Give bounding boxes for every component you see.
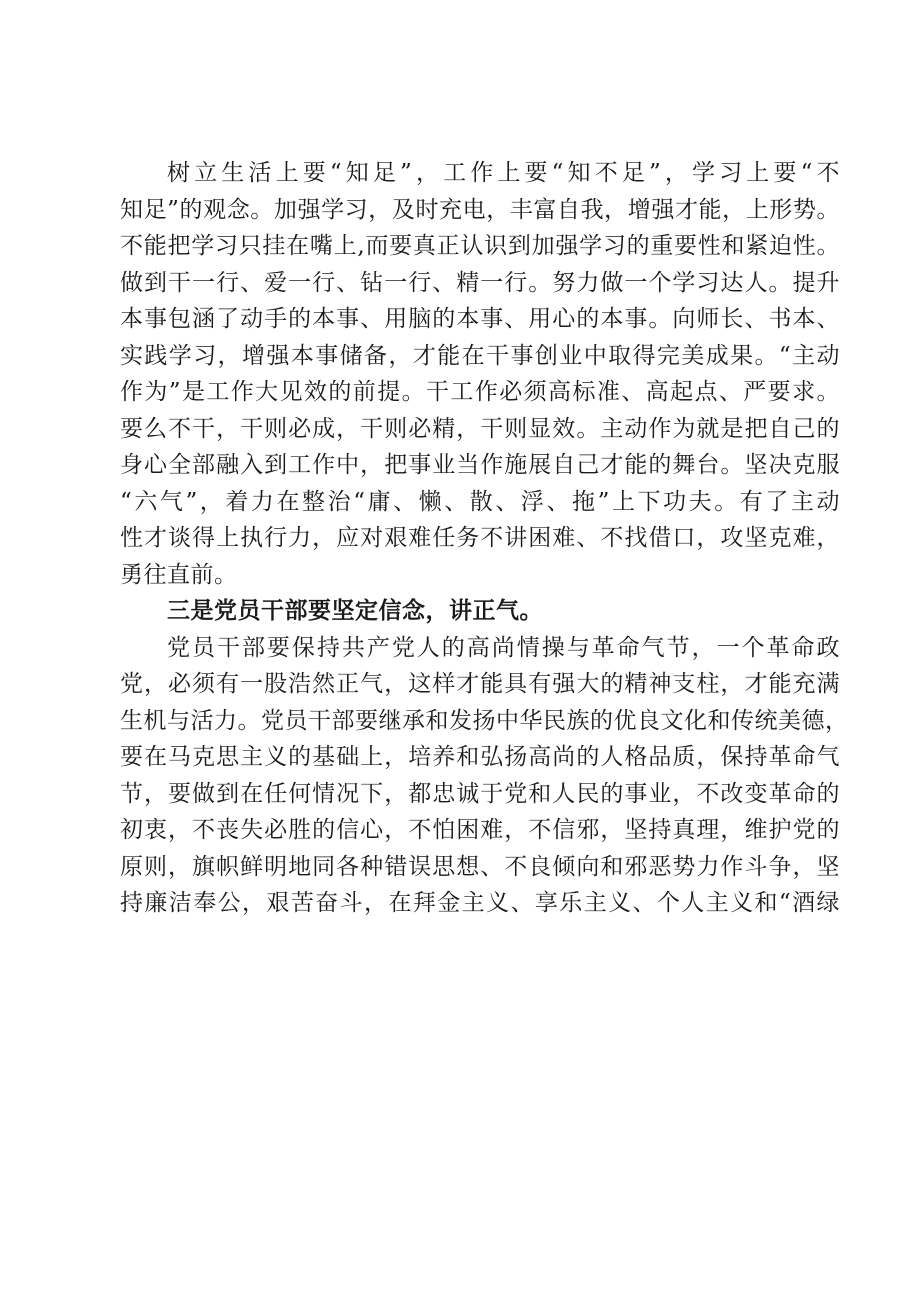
- paragraph-2-line-6: 初衷，不丧失必胜的信心，不怕困难，不信邪，坚持真理，维护党的: [120, 817, 840, 843]
- paragraph-1-line-5: 本事包涵了动手的本事、用脑的本事、用心的本事。向师长、书本、: [120, 306, 840, 332]
- paragraph-2-line-2: 党，必须有一股浩然正气，这样才能具有强大的精神支柱，才能充满: [120, 671, 840, 697]
- paragraph-1-line-4: 做到干一行、爱一行、钻一行、精一行。努力做一个学习达人。提升: [120, 269, 840, 296]
- paragraph-1-line-10: “六气”，着力在整治“庸、懒、散、浮、拖”上下功夫。有了主动: [120, 488, 840, 515]
- paragraph-1-line-8: 要么不干，干则必成，干则必精，干则显效。主动作为就是把自己的: [120, 415, 840, 442]
- paragraph-1-line-1: 树立生活上要“知足”，工作上要“知不足”，学习上要“不: [167, 160, 840, 186]
- paragraph-1-line-9: 身心全部融入到工作中，把事业当作施展自己才能的舞台。坚决克服: [120, 452, 840, 478]
- paragraph-2-line-8: 持廉洁奉公，艰苦奋斗，在拜金主义、享乐主义、个人主义和“酒绿: [120, 890, 840, 916]
- paragraph-1-line-2: 知足”的观念。加强学习，及时充电，丰富自我，增强才能，上形势。: [120, 196, 840, 223]
- paragraph-1-line-12: 勇往直前。: [120, 561, 238, 588]
- paragraph-1-line-6: 实践学习，增强本事储备，才能在干事创业中取得完美成果。“主动: [120, 342, 840, 369]
- paragraph-2-line-3: 生机与活力。党员干部要继承和发扬中华民族的优良文化和传统美德，: [120, 707, 849, 734]
- paragraph-2-line-5: 节，要做到在任何情况下，都忠诚于党和人民的事业，不改变革命的: [120, 780, 840, 807]
- paragraph-1-line-7: 作为”是工作大见效的前提。干工作必须高标准、高起点、严要求。: [120, 379, 840, 405]
- paragraph-2-line-1: 党员干部要保持共产党人的高尚情操与革命气节，一个革命政: [167, 634, 840, 661]
- paragraph-2-line-7: 原则，旗帜鲜明地同各种错误思想、不良倾向和邪恶势力作斗争，坚: [120, 853, 840, 880]
- section-heading: 三是党员干部要坚定信念，讲正气。: [167, 598, 543, 624]
- document-body: [120, 155, 849, 922]
- paragraph-2-line-4: 要在马克思主义的基础上，培养和弘扬高尚的人格品质，保持革命气: [120, 744, 840, 770]
- paragraph-1-line-3: 不能把学习只挂在嘴上,而要真正认识到加强学习的重要性和紧迫性。: [120, 233, 840, 259]
- paragraph-1-line-11: 性才谈得上执行力，应对艰难任务不讲困难、不找借口，攻坚克难，: [120, 525, 840, 551]
